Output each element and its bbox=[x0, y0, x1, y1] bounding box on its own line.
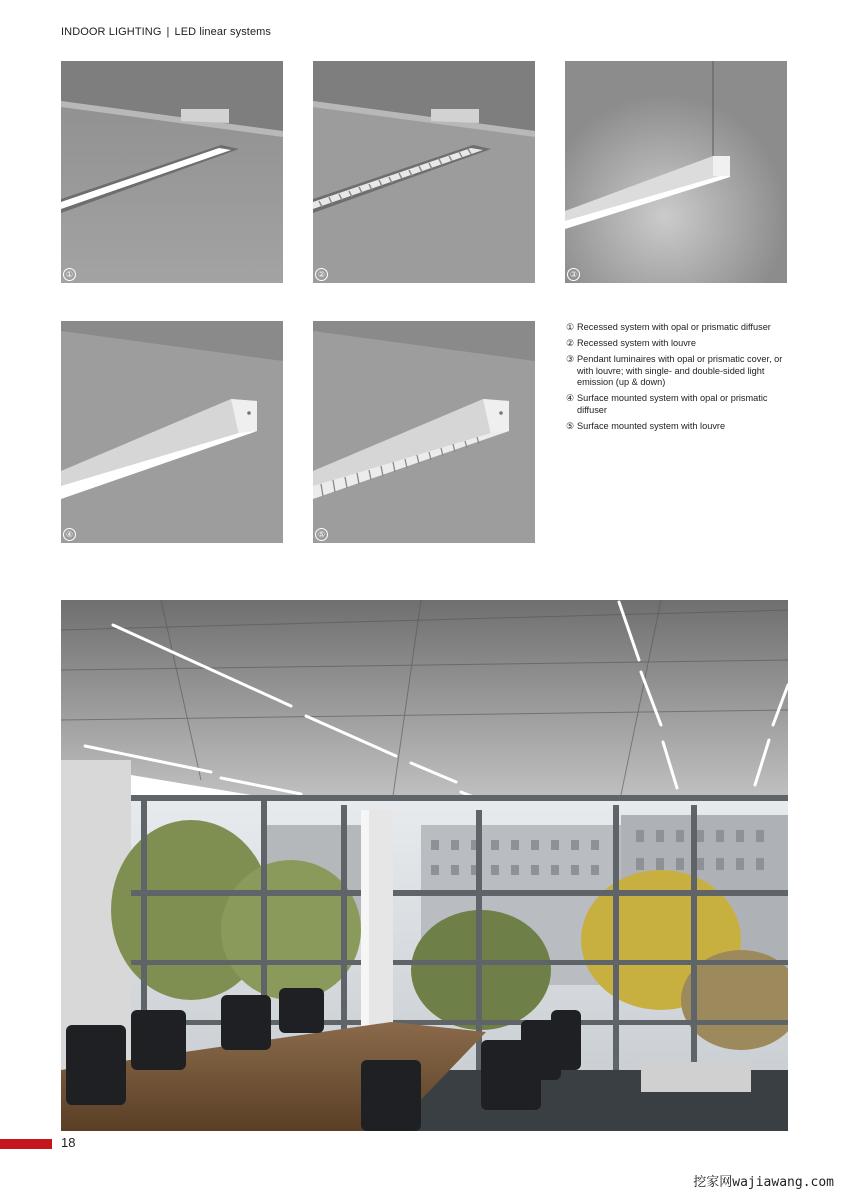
caption-marker: ② bbox=[566, 338, 575, 349]
tile-number: ① bbox=[63, 268, 76, 281]
page-header bbox=[61, 26, 271, 38]
caption-marker: ④ bbox=[566, 393, 575, 404]
page-accent-bar bbox=[0, 1139, 52, 1149]
product-image-recessed-opal bbox=[61, 61, 283, 283]
product-image-recessed-louvre bbox=[313, 61, 535, 283]
header-section: INDOOR LIGHTING bbox=[61, 26, 162, 38]
caption-text: Recessed system with opal or prismatic diffuser bbox=[577, 322, 771, 332]
conference-room-photo bbox=[61, 600, 788, 1131]
caption-text: Recessed system with louvre bbox=[577, 338, 696, 349]
product-image-surface-opal bbox=[61, 321, 283, 543]
caption-item bbox=[566, 322, 796, 334]
watermark: 挖家网wajiawang.com bbox=[693, 1175, 834, 1190]
page-number: 18 bbox=[61, 1135, 76, 1150]
tile-number: ③ bbox=[567, 268, 580, 281]
caption-item bbox=[566, 338, 796, 350]
caption-marker: ① bbox=[566, 322, 575, 332]
caption-text: Surface mounted system with opal or prismatic diffuser bbox=[577, 393, 768, 416]
caption-list bbox=[566, 322, 796, 437]
caption-item bbox=[566, 354, 796, 389]
product-image-surface-louvre bbox=[313, 321, 535, 543]
product-image-pendant bbox=[565, 61, 787, 283]
caption-text: Surface mounted system with louvre bbox=[577, 421, 726, 432]
tile-number: ⑤ bbox=[315, 528, 328, 541]
caption-item bbox=[566, 421, 796, 433]
tile-number: ④ bbox=[63, 528, 76, 541]
tile-number: ② bbox=[315, 268, 328, 281]
caption-item bbox=[566, 393, 796, 416]
header-subsection: LED linear systems bbox=[174, 26, 272, 38]
caption-text: Pendant luminaires with opal or prismatic cover, or with louvre; with single- and double-sided light emission (up & down) bbox=[577, 354, 783, 388]
header-separator: | bbox=[166, 26, 170, 38]
caption-marker: ⑤ bbox=[566, 421, 575, 432]
caption-marker: ③ bbox=[566, 354, 575, 365]
